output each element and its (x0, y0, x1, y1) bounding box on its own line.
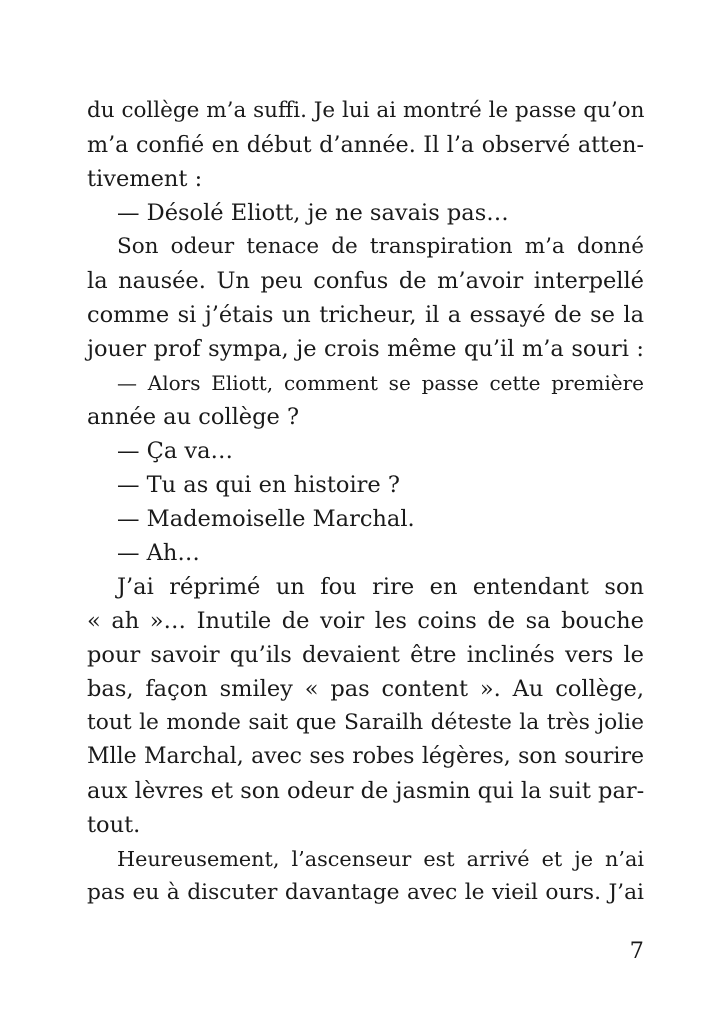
text-line: tivement : (87, 166, 203, 192)
text-line: tout le monde sait que Sarailh déteste la très jolie (87, 710, 644, 735)
page-body-text (87, 94, 644, 910)
text-line: tout. (87, 812, 141, 838)
text-line: — Désolé Eliott, je ne savais pas… (117, 200, 509, 226)
text-line: comme si j’étais un tricheur, il a essayé de se la (87, 302, 644, 328)
text-line: la nausée. Un peu confus de m’avoir interpellé (87, 268, 644, 294)
text-line: m’a confié en début d’année. Il l’a observé atten- (87, 132, 644, 158)
text-line: pour savoir qu’ils devaient être inclinés vers le (87, 642, 644, 668)
text-line: Son odeur tenace de transpiration m’a donné (117, 234, 644, 259)
text-line: — Alors Eliott, comment se passe cette première (117, 371, 644, 395)
text-line: « ah »… Inutile de voir les coins de sa bouche (87, 608, 644, 634)
text-line: aux lèvres et son odeur de jasmin qui la suit par- (87, 778, 645, 804)
text-line: Heureusement, l’ascenseur est arrivé et je n’ai (117, 847, 644, 871)
text-line: bas, façon smiley « pas content ». Au collège, (87, 676, 644, 702)
text-line: Mlle Marchal, avec ses robes légères, son sourire (87, 744, 644, 769)
text-line: année au collège ? (87, 404, 300, 430)
text-line: — Ah… (117, 540, 200, 566)
text-line: — Mademoiselle Marchal. (117, 506, 415, 532)
text-line: J’ai réprimé un fou rire en entendant son (117, 574, 644, 600)
text-line: du collège m’a suffi. Je lui ai montré le passe qu’on (87, 98, 645, 123)
text-line: jouer prof sympa, je crois même qu’il m’a souri : (87, 336, 644, 362)
text-line: pas eu à discuter davantage avec le vieil ours. J’ai (87, 880, 644, 905)
text-line: — Ça va… (117, 438, 234, 464)
page-number: 7 (629, 938, 644, 964)
text-line: — Tu as qui en histoire ? (117, 472, 400, 498)
